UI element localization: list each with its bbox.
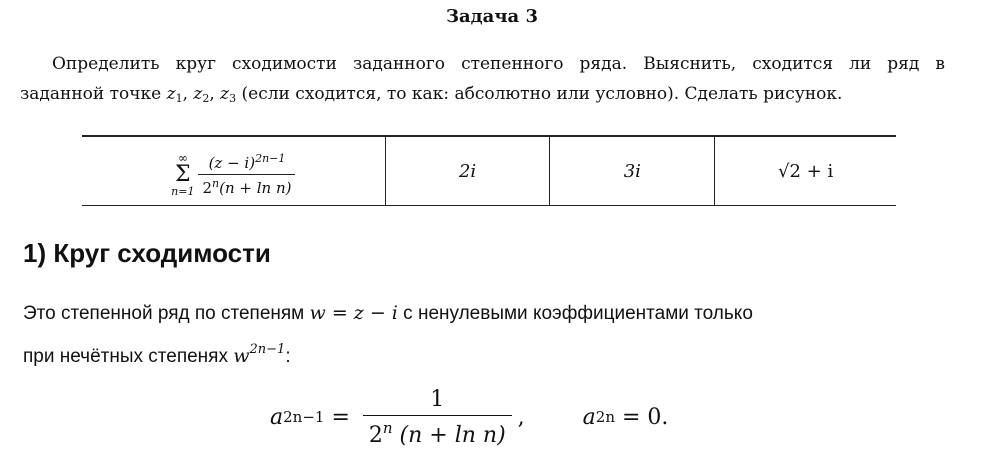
point-2-cell: 3i: [550, 136, 715, 206]
den-rest: (n + ln n): [392, 422, 506, 448]
rhs-symbol: a: [582, 404, 596, 430]
point-3-cell: √2 + i: [715, 136, 896, 206]
coefficient-fraction: [363, 387, 512, 448]
fraction-denominator: [363, 415, 512, 448]
equals-sign: =: [324, 404, 357, 430]
numerator-exponent: 2n−1: [255, 151, 286, 165]
p1-text-b: с ненулевыми коэффициентами только: [397, 303, 753, 324]
point-z3-index: 3: [229, 92, 237, 105]
series-cell: [82, 136, 385, 206]
p1-math: w = z − i: [309, 302, 398, 324]
lhs-index: 2n−1: [283, 408, 325, 426]
point-z2-index: 2: [202, 92, 210, 105]
series-numerator: [205, 152, 290, 174]
coefficient-formula: [270, 382, 750, 452]
point-z3-symbol: z: [220, 84, 230, 104]
den-exponent: n: [382, 418, 393, 437]
point-1-cell: 2i: [385, 136, 550, 206]
task-title: Задача 3: [446, 6, 538, 27]
rhs-value: = 0.: [615, 404, 669, 430]
task-statement: [20, 49, 945, 114]
rhs-index: 2n: [595, 408, 616, 426]
denominator-exponent: n: [212, 176, 220, 190]
p2-text-a: при нечётных степенях: [23, 346, 234, 367]
sum-upper-limit: ∞: [177, 150, 188, 165]
series-denominator: [198, 174, 295, 197]
comma: ,: [517, 404, 525, 430]
sum-lower-limit: n=1: [171, 184, 195, 198]
p1-text-a: Это степенной ряд по степеням: [23, 303, 310, 324]
task-line-2-start: заданной точке: [20, 84, 167, 104]
table-row: [82, 136, 896, 206]
paragraph-line-1: [23, 295, 923, 332]
denominator-rest: (n + ln n): [219, 178, 292, 197]
separator: ,: [182, 84, 194, 104]
fraction-numerator: 1: [430, 386, 445, 412]
paragraph-line-2: [23, 332, 923, 375]
section-paragraph: [23, 295, 923, 375]
lhs-symbol: a: [270, 404, 284, 430]
task-table: [82, 135, 896, 206]
sum-operator: [171, 152, 194, 197]
p2-exponent: 2n−1: [249, 342, 286, 357]
den-base: 2: [368, 422, 383, 448]
task-line-1: Определить круг сходимости заданного степенного ряда. Выяснить, сходится ли ряд в: [52, 54, 945, 74]
sum-symbol: Σ: [175, 161, 191, 187]
denominator-base: 2: [202, 178, 213, 197]
point-z1-index: 1: [175, 92, 183, 105]
section-heading: 1) Круг сходимости: [23, 238, 271, 268]
numerator-base: (z − i): [208, 153, 256, 172]
point-z1-symbol: z: [166, 84, 176, 104]
series-fraction: [198, 152, 295, 197]
p2-math: w: [233, 345, 250, 367]
separator: ,: [209, 84, 221, 104]
point-z2-symbol: z: [193, 84, 203, 104]
task-line-2: [20, 79, 945, 114]
p2-text-b: :: [285, 346, 291, 367]
task-line-2-end: (если сходится, то как: абсолютно или условно). Сделать рисунок.: [236, 84, 843, 104]
power-series: [171, 152, 295, 197]
